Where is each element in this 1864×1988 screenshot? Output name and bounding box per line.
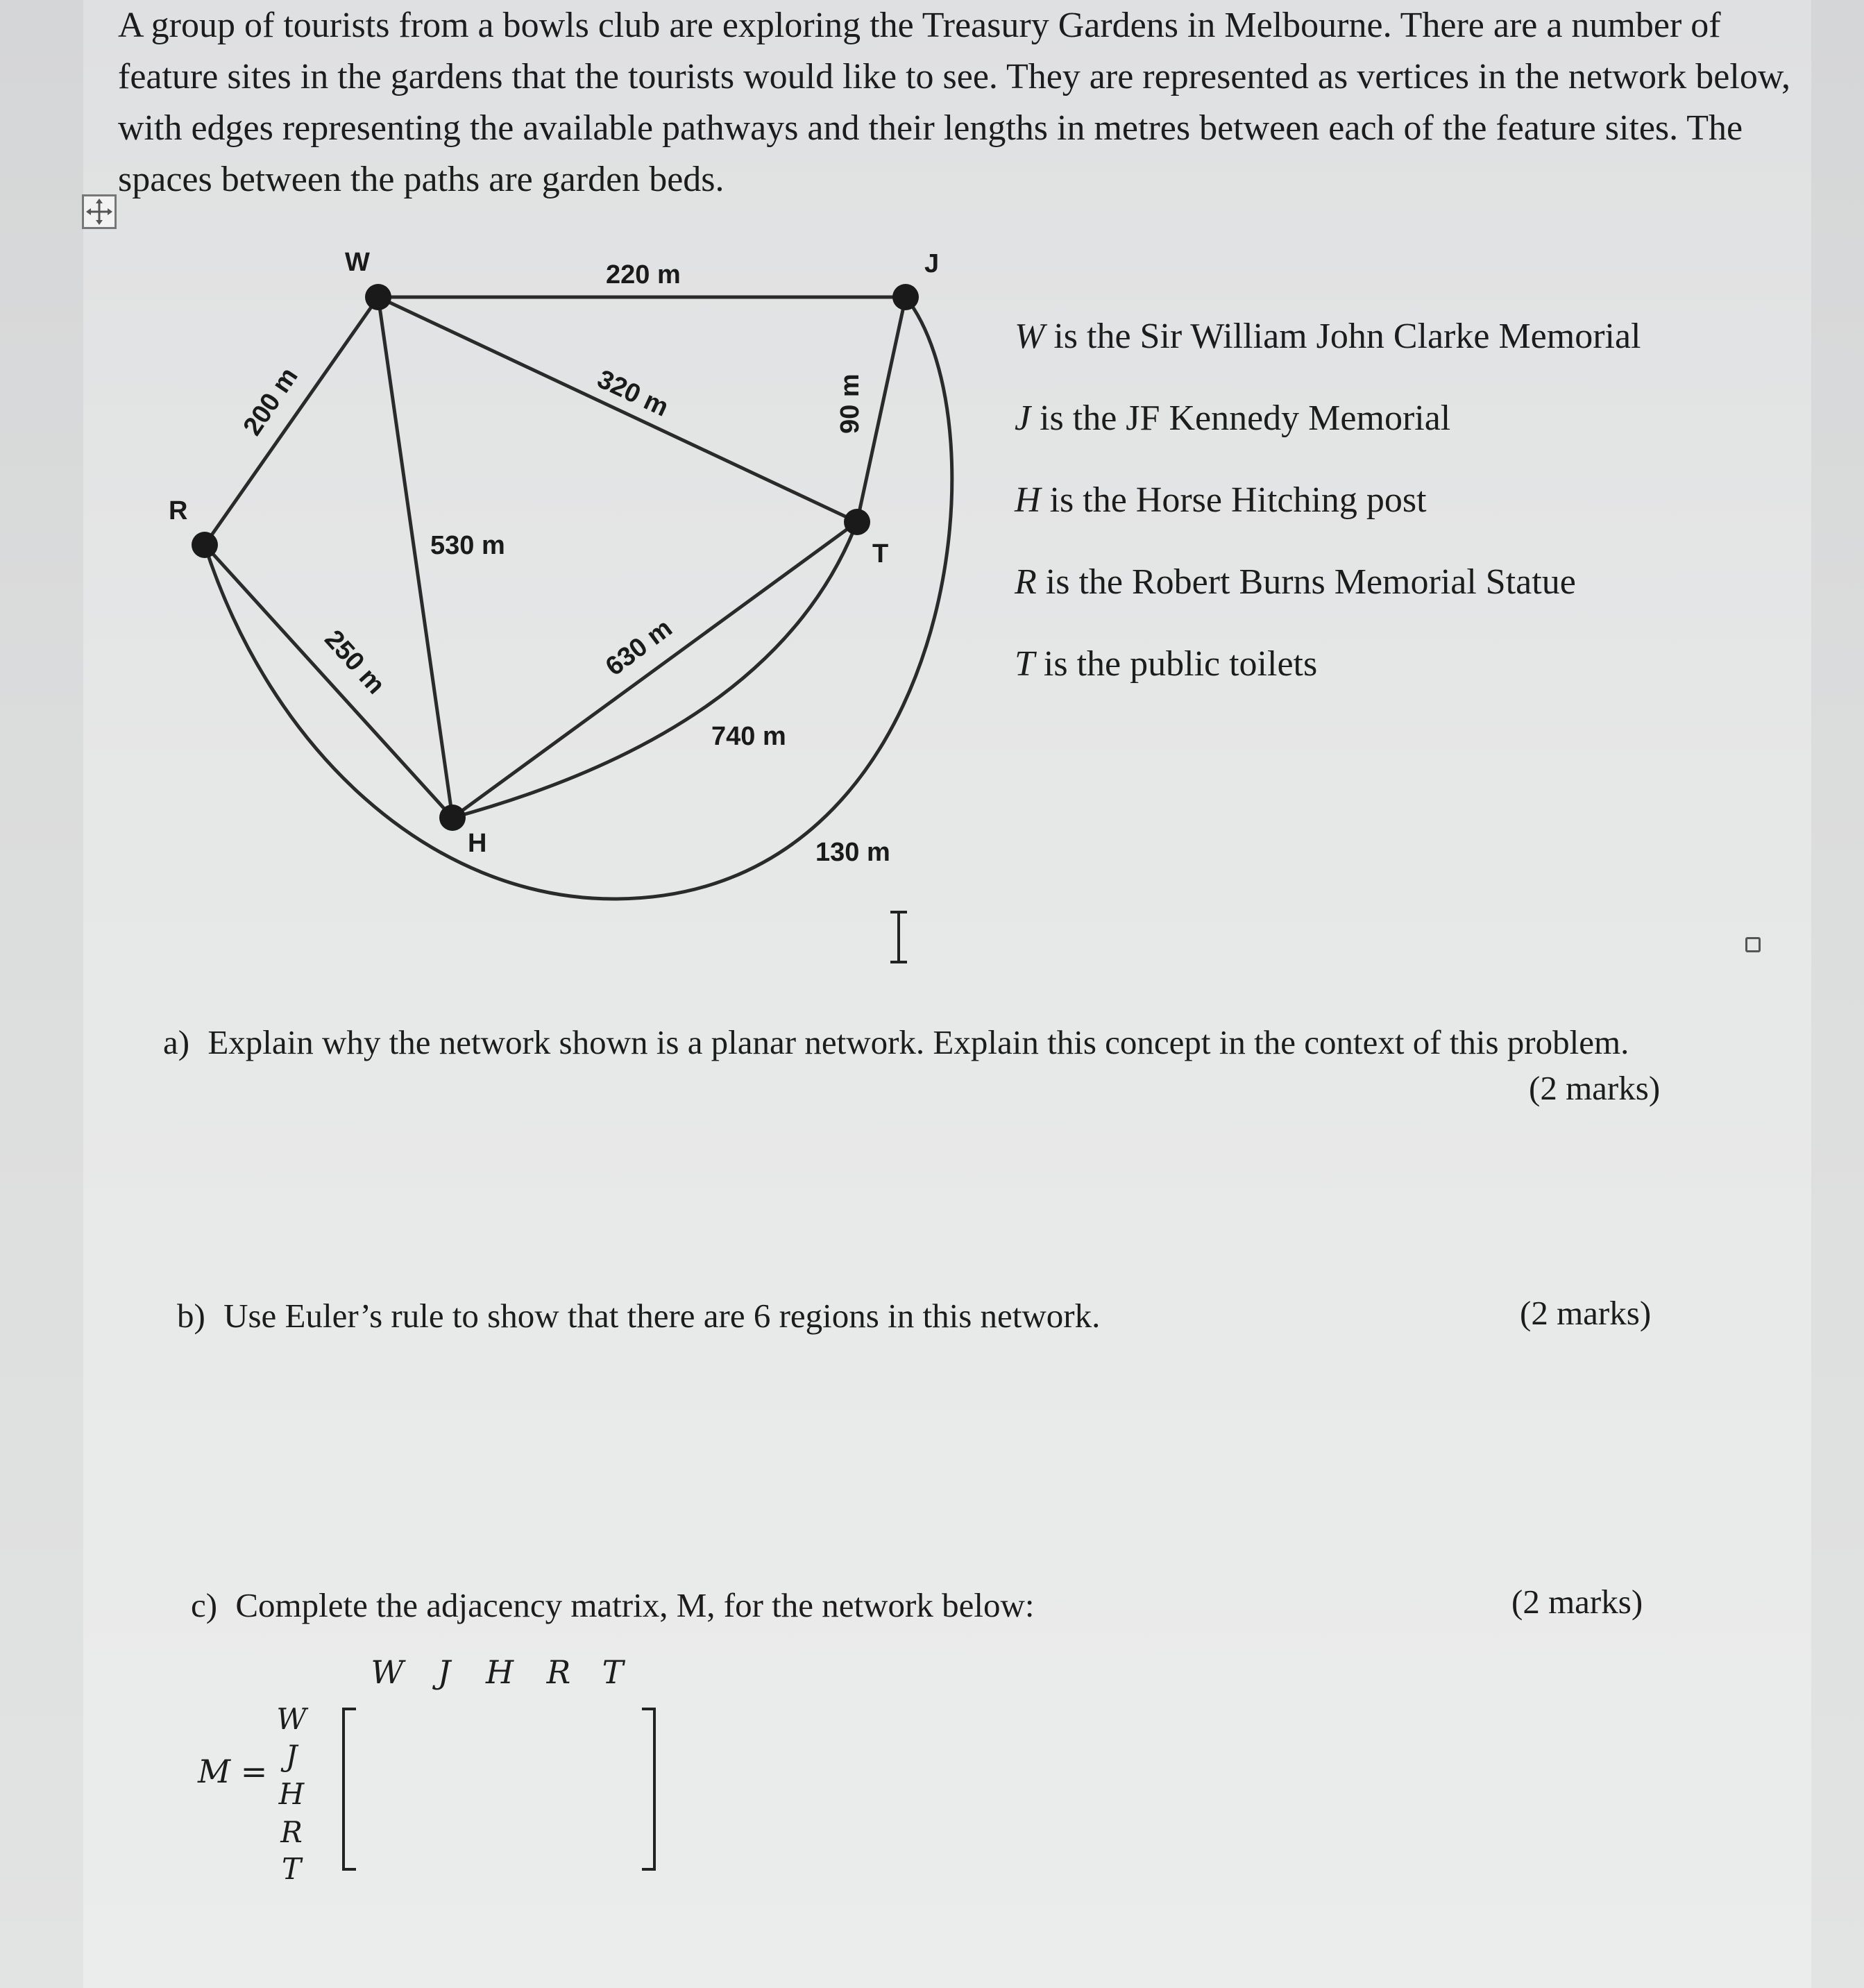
question-a-text: Explain why the network shown is a planar network. Explain this concept in the context of this problem. [207,1023,1629,1061]
checkbox-icon[interactable] [1745,937,1761,952]
matrix-row-j: J [285,1739,298,1773]
edge-label-rw: 200 m [237,362,304,441]
legend-letter: J [1015,398,1031,438]
text-cursor-icon [885,909,913,965]
legend-item-h [1015,480,1641,521]
question-b-label: b) [177,1297,205,1335]
legend-item-w [1015,316,1641,357]
vertex-j [892,284,919,310]
edge-w-t [378,297,857,522]
legend-letter: H [1015,480,1041,520]
question-a-label: a) [163,1023,190,1061]
vertex-legend [1015,316,1641,725]
legend-letter: T [1015,644,1035,684]
edge-r-w [205,297,378,545]
edge-label-rj-arc: 130 m [815,838,890,867]
question-b-text: Use Euler’s rule to show that there are 6 regions in this network. [223,1297,1101,1335]
edge-h-t-straight [452,522,857,818]
edge-label-ht-curve: 740 m [711,722,786,751]
question-c-marks: (2 marks) [1511,1583,1643,1621]
matrix-col-j: J [437,1653,451,1691]
legend-item-j [1015,398,1641,439]
matrix-row-t: T [281,1852,301,1886]
matrix-right-bracket [642,1708,656,1871]
question-a [163,1022,1629,1063]
edge-r-h [205,545,452,818]
legend-text: is the public toilets [1034,644,1318,684]
edge-label-wh: 530 m [430,531,505,560]
vertex-r [192,532,218,558]
vertex-t [844,509,870,535]
matrix-row-w: W [276,1702,307,1736]
matrix-left-bracket [342,1708,356,1871]
legend-text: is the JF Kennedy Memorial [1031,398,1451,438]
question-a-marks: (2 marks) [1529,1069,1661,1107]
vertex-label-t: T [872,539,889,568]
edge-label-wt: 320 m [593,364,673,423]
matrix-col-r: R [546,1653,571,1691]
question-b [177,1295,1100,1337]
legend-item-t [1015,643,1641,685]
vertex-label-j: J [924,249,940,278]
vertex-label-h: H [468,829,487,858]
legend-text: is the Robert Burns Memorial Statue [1036,562,1576,602]
legend-letter: W [1015,317,1045,356]
vertex-w [365,284,391,310]
matrix-col-w: W [371,1653,404,1691]
question-c-text: Complete the adjacency matrix, M, for the network below: [235,1586,1035,1624]
legend-item-r [1015,562,1641,603]
vertex-label-w: W [345,248,370,277]
vertex-h [439,805,466,831]
matrix-row-h: H [278,1777,305,1811]
legend-text: is the Horse Hitching post [1040,480,1427,520]
edge-label-wj: 220 m [606,260,681,289]
legend-letter: R [1015,562,1037,602]
network-diagram [139,229,972,923]
matrix-col-h: H [485,1653,514,1691]
matrix-label: M = [198,1753,268,1790]
question-c [191,1585,1034,1626]
intro-paragraph: A group of tourists from a bowls club are exploring the Treasury Gardens in Melbourne. There are a number of feature sites in the gardens that the tourists would like to see. They are represented as vertices in the network below, with edges representing the available pathways and their lengths in metres between each of the feature sites. The spaces between the paths are garden beds. [118,6,1791,199]
edge-label-rh: 250 m [319,624,391,700]
legend-text: is the Sir William John Clarke Memorial [1044,317,1641,356]
matrix-col-t: T [602,1653,624,1691]
move-handle-icon[interactable] [82,194,117,229]
edge-label-jt: 90 m [836,373,865,434]
matrix-row-r: R [280,1815,303,1849]
vertex-label-r: R [169,496,188,525]
question-b-marks: (2 marks) [1520,1294,1652,1332]
edge-label-ht-straight: 630 m [600,613,678,682]
question-c-label: c) [191,1586,218,1624]
